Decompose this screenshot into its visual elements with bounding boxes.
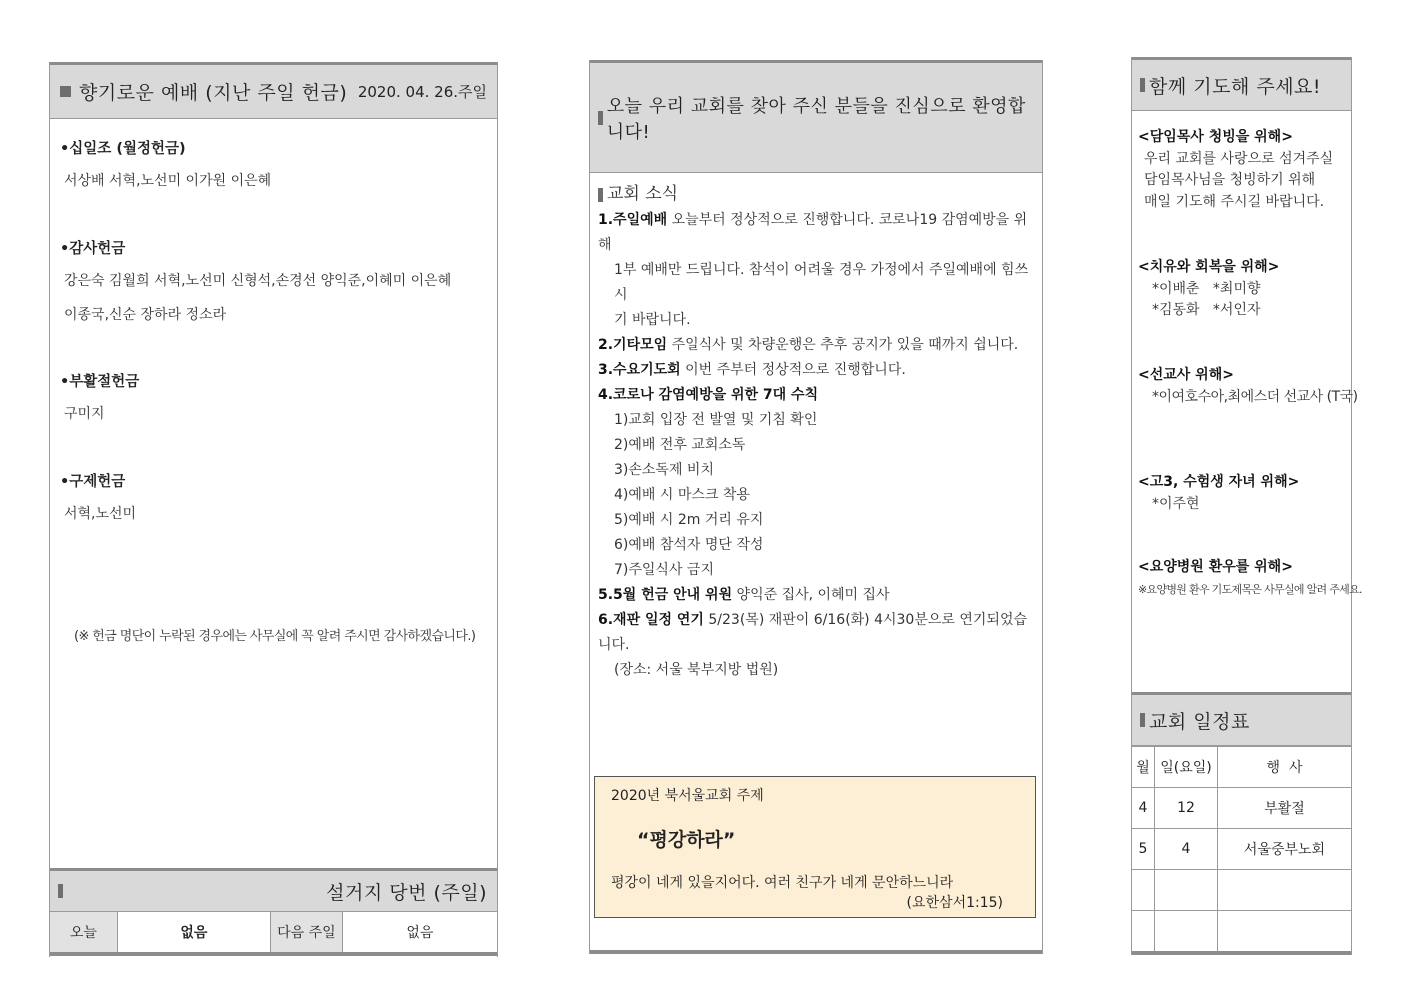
prayer-section [1138, 127, 1348, 213]
offering-names: 구미지 [64, 406, 105, 422]
rule-item: 6)예배 참석자 명단 작성 [614, 537, 764, 553]
rule-item: 3)손소독제 비치 [614, 462, 714, 478]
prayer-section [1138, 557, 1362, 600]
news-item-continuation: 기 바랍니다. [614, 312, 691, 328]
dishwashing-section [50, 868, 497, 956]
prayer-line: *이배춘 *최미향 [1152, 280, 1261, 297]
news-item-label: 3.수요기도회 [598, 362, 681, 378]
bar-bullet-icon [598, 111, 603, 125]
table-row [1132, 911, 1351, 954]
prayer-heading: <고3, 수험생 자녀 위해> [1138, 474, 1300, 490]
square-bullet-icon [60, 86, 71, 97]
news-item-text: 주일식사 및 차량운행은 추후 공지가 있을 때까지 쉽니다. [667, 337, 1019, 353]
prayer-section [1138, 365, 1358, 408]
prayer-heading: <담임목사 청빙을 위해> [1138, 129, 1293, 145]
prayer-heading: <치유와 회복을 위해> [1138, 259, 1280, 275]
news-panel [589, 60, 1043, 954]
offering-names: 강은숙 김월희 서혁,노선미 신형석,손경선 양익준,이혜미 이은혜 [64, 273, 452, 289]
schedule-section [1132, 692, 1351, 955]
news-item-label: 1.주일예배 [598, 212, 668, 228]
dishwashing-header [50, 868, 497, 912]
prayer-header [1132, 57, 1351, 111]
news-item-text: 양익준 집사, 이혜미 집사 [732, 587, 890, 603]
panel-bottom-rule [590, 950, 1042, 954]
prayer-line: 담임목사님을 청빙하기 위해 [1144, 172, 1316, 188]
prayer-line: *김동화 *서인자 [1152, 302, 1261, 318]
offering-section-heading: •부활절헌금 [60, 374, 140, 390]
prayer-line: 매일 기도해 주시길 바랍니다. [1144, 193, 1325, 210]
rule-item: 5)예배 시 2m 거리 유지 [614, 512, 764, 528]
table-cell: 12 [1155, 788, 1218, 829]
offering-section-heading: •감사헌금 [60, 241, 126, 257]
news-item [598, 583, 1038, 608]
news-item-label: 2.기타모임 [598, 337, 668, 353]
table-cell: 4 [1132, 788, 1155, 829]
prayer-line: *이여호수아,최에스더 선교사 (T국) [1152, 388, 1358, 405]
offering-panel [49, 62, 498, 957]
table-cell [1155, 870, 1218, 911]
prayer-line: *이주현 [1152, 495, 1200, 512]
offering-section-tithe [60, 137, 271, 190]
next-label: 다음 주일 [271, 912, 343, 952]
offering-section-relief [60, 470, 136, 523]
news-heading [598, 182, 1038, 207]
theme-title: 2020년 북서울교회 주제 [611, 788, 764, 804]
column-header: 월 [1132, 747, 1155, 788]
offering-header [50, 65, 497, 119]
table-header-row [1132, 747, 1351, 788]
table-cell: 부활절 [1218, 788, 1352, 829]
column-header: 일(요일) [1155, 747, 1218, 788]
news-item-continuation: (장소: 서울 북부지방 법원) [614, 662, 779, 678]
schedule-table [1132, 746, 1351, 955]
news-heading-text: 교회 소식 [607, 184, 679, 204]
bar-bullet-icon [1140, 78, 1145, 92]
offering-title: 향기로운 예배 (지난 주일 헌금) [79, 82, 348, 104]
today-value: 없음 [118, 912, 271, 952]
dishwashing-row [50, 912, 497, 956]
prayer-title: 함께 기도해 주세요! [1149, 75, 1322, 98]
news-item [598, 358, 1038, 383]
rule-item: 1)교회 입장 전 발열 및 기침 확인 [614, 412, 818, 428]
table-cell [1132, 870, 1155, 911]
schedule-title: 교회 일정표 [1149, 710, 1250, 733]
news-item-continuation: 1부 예배만 드립니다. 참석이 어려울 경우 가정에서 주일예배에 힘쓰시 [614, 262, 1029, 303]
table-row [1132, 870, 1351, 911]
table-cell [1132, 911, 1155, 954]
prayer-section [1138, 472, 1348, 515]
rule-item: 7)주일식사 금지 [614, 562, 714, 578]
table-cell [1218, 870, 1352, 911]
news-item [598, 333, 1038, 358]
news-item [598, 608, 1038, 683]
table-cell [1155, 911, 1218, 954]
news-item [598, 383, 1038, 583]
dishwashing-title: 설거지 당번 (주일) [326, 881, 487, 904]
table-row [1132, 829, 1351, 870]
next-value: 없음 [406, 925, 434, 941]
prayer-section [1138, 257, 1348, 322]
bar-bullet-icon [58, 884, 63, 898]
welcome-header [590, 60, 1042, 173]
prayer-note: ※요양병원 환우 기도제목은 사무실에 알려 주세요. [1138, 582, 1362, 596]
offering-section-thanks [60, 237, 451, 324]
theme-word: “평강하라” [637, 829, 736, 851]
today-label: 오늘 [50, 912, 118, 952]
news-item-text: 5/23(목) 재판이 6/16(화) 4시30분으로 연기되었습니다. [598, 612, 1027, 653]
welcome-title: 오늘 우리 교회를 찾아 주신 분들을 진심으로 환영합니다! [606, 95, 1026, 143]
prayer-heading: <요양병원 환우를 위해> [1138, 559, 1293, 575]
news-item-text: 오늘부터 정상적으로 진행합니다. 코로나19 감염예방을 위해 [598, 212, 1028, 253]
news-item-label: 4.코로나 감염예방을 위한 7대 수칙 [598, 387, 819, 403]
news-item-label: 6.재판 일정 연기 [598, 612, 704, 628]
offering-names: 서상배 서혁,노선미 이가원 이은혜 [64, 173, 272, 189]
table-cell: 5 [1132, 829, 1155, 870]
offering-section-easter [60, 370, 139, 423]
offering-section-heading: •십일조 (월정헌금) [60, 141, 186, 157]
table-row [1132, 788, 1351, 829]
offering-date: 2020. 04. 26.주일 [357, 83, 487, 101]
theme-reference: (요한삼서1:15) [906, 895, 1003, 911]
rule-item: 4)예배 시 마스크 착용 [614, 487, 750, 503]
prayer-line: 우리 교회를 사랑으로 섬겨주실 [1144, 150, 1334, 167]
theme-box [594, 776, 1036, 918]
news-item-text: 이번 주부터 정상적으로 진행합니다. [680, 362, 906, 378]
column-header: 행 사 [1218, 747, 1352, 788]
offering-note: (※ 헌금 명단이 누락된 경우에는 사무실에 꼭 알려 주시면 감사하겠습니다.) [74, 629, 476, 644]
offering-names: 이종국,신순 장하라 정소라 [64, 307, 227, 323]
theme-verse: 평강이 네게 있을지어다. 여러 친구가 네게 문안하느니라 [611, 875, 954, 891]
bar-bullet-icon [598, 188, 603, 202]
prayer-heading: <선교사 위해> [1138, 367, 1234, 383]
rule-item: 2)예배 전후 교회소독 [614, 437, 746, 453]
offering-names: 서혁,노선미 [64, 506, 137, 522]
church-news [598, 182, 1038, 683]
table-cell [1218, 911, 1352, 954]
table-cell: 4 [1155, 829, 1218, 870]
bar-bullet-icon [1140, 713, 1145, 727]
news-item [598, 208, 1038, 333]
news-item-label: 5.5월 헌금 안내 위원 [598, 587, 733, 603]
offering-section-heading: •구제헌금 [60, 474, 126, 490]
table-cell: 서울중부노회 [1218, 829, 1352, 870]
prayer-panel [1131, 57, 1362, 955]
schedule-header [1132, 692, 1351, 746]
